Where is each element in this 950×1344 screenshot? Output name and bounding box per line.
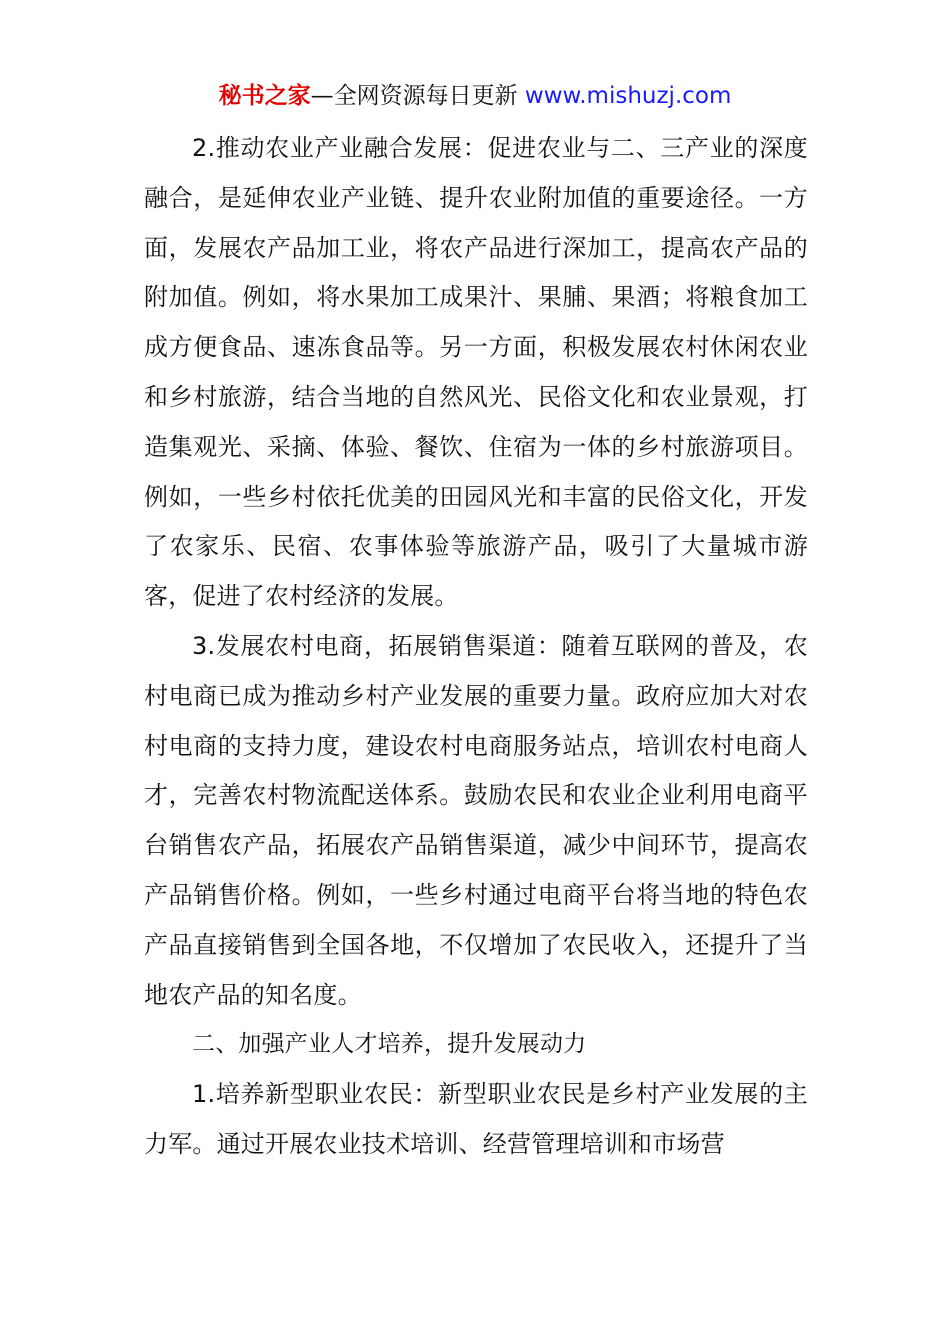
site-url[interactable]: www.mishuzj.com: [524, 83, 732, 109]
site-header: [0, 80, 950, 112]
document-body: [144, 124, 808, 1170]
paragraph-industry-integration: 2.推动农业产业融合发展：促进农业与二、三产业的深度融合，是延伸农业产业链、提升农业附加值的重要途径。一方面，发展农产品加工业，将农产品进行深加工，提高农产品的附加值。例如，将水果加工成果汁、果脯、果酒；将粮食加工成方便食品、速冻食品等。另一方面，积极发展农村休闲农业和乡村旅游，结合当地的自然风光、民俗文化和农业景观，打造集观光、采摘、体验、餐饮、住宿为一体的乡村旅游项目。例如，一些乡村依托优美的田园风光和丰富的民俗文化，开发了农家乐、民宿、农事体验等旅游产品，吸引了大量城市游客，促进了农村经济的发展。: [144, 134, 808, 611]
site-tagline: —全网资源每日更新: [310, 83, 518, 109]
section-heading-talent: 二、加强产业人才培养，提升发展动力: [192, 1031, 587, 1058]
paragraph-rural-ecommerce: 3.发展农村电商，拓展销售渠道：随着互联网的普及，农村电商已成为推动乡村产业发展的重要力量。政府应加大对农村电商的支持力度，建设农村电商服务站点，培训农村电商人才，完善农村物流配送体系。鼓励农民和农业企业利用电商平台销售农产品，拓展农产品销售渠道，减少中间环节，提高农产品销售价格。例如，一些乡村通过电商平台将当地的特色农产品直接销售到全国各地，不仅增加了农民收入，还提升了当地农产品的知名度。: [144, 631, 808, 1009]
site-brand: 秘书之家: [218, 83, 311, 109]
paragraph-new-farmers: 1.培养新型职业农民：新型职业农民是乡村产业发展的主力军。通过开展农业技术培训、经营管理培训和市场营: [144, 1080, 808, 1158]
